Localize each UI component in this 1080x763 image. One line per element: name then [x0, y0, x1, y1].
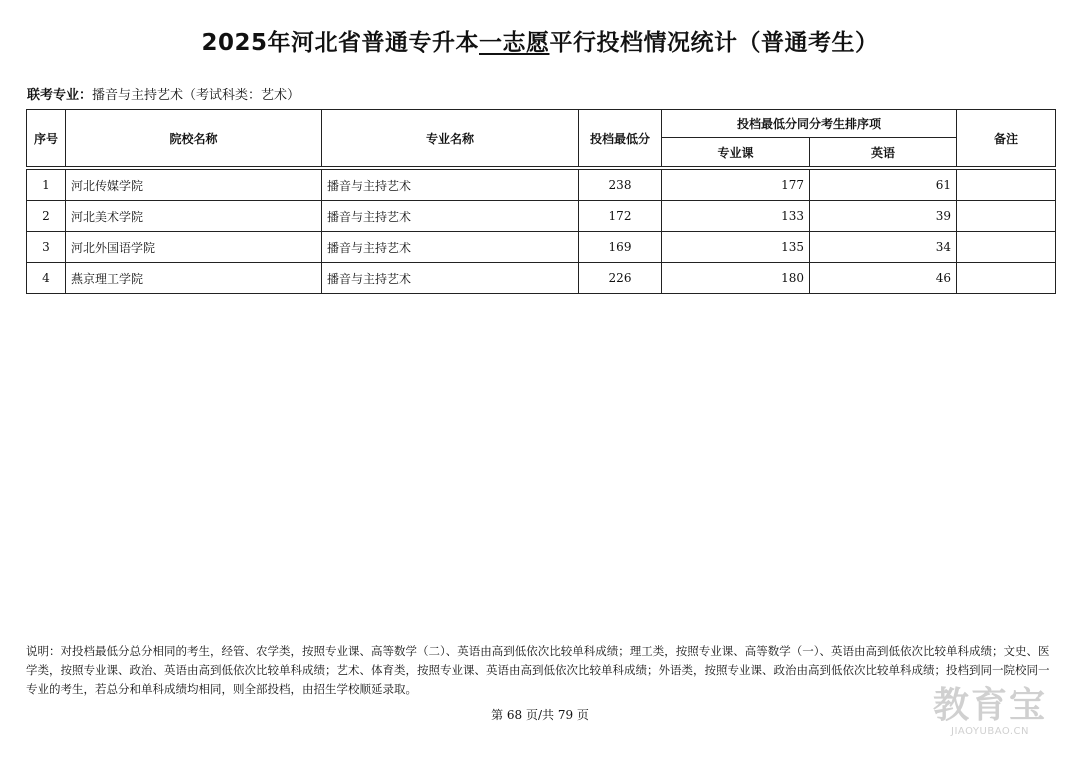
explanatory-note: 说明：对投档最低分总分相同的考生，经管、农学类，按照专业课、高等数学（二）、英语由高到低依次比较单科成绩；理工类，按照专业课、高等数学（一）、英语由高到低依次比较单科成绩；文史、医学类，按照专业课、政治、英语由高到低依次比较单科成绩；艺术、体育类，按照专业课、英语由高到低依次比较单科成绩；外语类，按照专业课、政治由高到低依次比较单科成绩；投档到同一院校同一专业的考生，若总分和单科成绩均相同，则全部投档，由招生学校顺延录取。 [26, 644, 1050, 696]
header-tiebreak-group: 投档最低分同分考生排序项 [662, 110, 957, 138]
page-footer: 第 68 页/共 79 页 [491, 708, 589, 722]
title-text-pre: 2025年河北省普通专升本 [201, 30, 479, 56]
title-text-underlined: 一志愿 [479, 30, 550, 56]
cell-school: 河北外国语学院 [66, 232, 322, 263]
cell-english: 46 [810, 263, 957, 294]
cell-major-course: 177 [662, 170, 810, 201]
cell-min-score: 169 [579, 232, 662, 263]
table-row [27, 201, 1056, 232]
header-major: 专业名称 [322, 110, 579, 167]
cell-remark [957, 263, 1056, 294]
cell-major: 播音与主持艺术 [322, 263, 579, 294]
cell-min-score: 238 [579, 170, 662, 201]
admission-table [26, 109, 1056, 294]
cell-min-score: 226 [579, 263, 662, 294]
header-tiebreak-english: 英语 [810, 138, 957, 167]
cell-school: 燕京理工学院 [66, 263, 322, 294]
cell-major: 播音与主持艺术 [322, 201, 579, 232]
cell-major-course: 180 [662, 263, 810, 294]
cell-english: 34 [810, 232, 957, 263]
cell-english: 39 [810, 201, 957, 232]
subject-label: 联考专业： [27, 88, 93, 103]
table-row [27, 232, 1056, 263]
header-min-score: 投档最低分 [579, 110, 662, 167]
cell-remark [957, 170, 1056, 201]
cell-major: 播音与主持艺术 [322, 232, 579, 263]
watermark-logo [920, 686, 1060, 737]
cell-remark [957, 201, 1056, 232]
header-tiebreak-major: 专业课 [662, 138, 810, 167]
cell-index: 3 [27, 232, 66, 263]
subject-value: 播音与主持艺术（考试科类：艺术） [92, 88, 301, 103]
cell-index: 4 [27, 263, 66, 294]
subject-line [27, 84, 300, 103]
page-title [0, 24, 1080, 57]
header-school: 院校名称 [66, 110, 322, 167]
cell-school: 河北美术学院 [66, 201, 322, 232]
cell-index: 1 [27, 170, 66, 201]
cell-min-score: 172 [579, 201, 662, 232]
table-row [27, 170, 1056, 201]
cell-school: 河北传媒学院 [66, 170, 322, 201]
watermark-en: JIAOYUBAO.CN [951, 726, 1029, 737]
cell-index: 2 [27, 201, 66, 232]
cell-remark [957, 232, 1056, 263]
header-remark: 备注 [957, 110, 1056, 167]
cell-major-course: 135 [662, 232, 810, 263]
title-text-post: 平行投档情况统计（普通考生） [549, 30, 879, 56]
cell-major: 播音与主持艺术 [322, 170, 579, 201]
watermark-cn: 教育宝 [932, 685, 1047, 726]
table-row [27, 263, 1056, 294]
cell-english: 61 [810, 170, 957, 201]
header-index: 序号 [27, 110, 66, 167]
cell-major-course: 133 [662, 201, 810, 232]
